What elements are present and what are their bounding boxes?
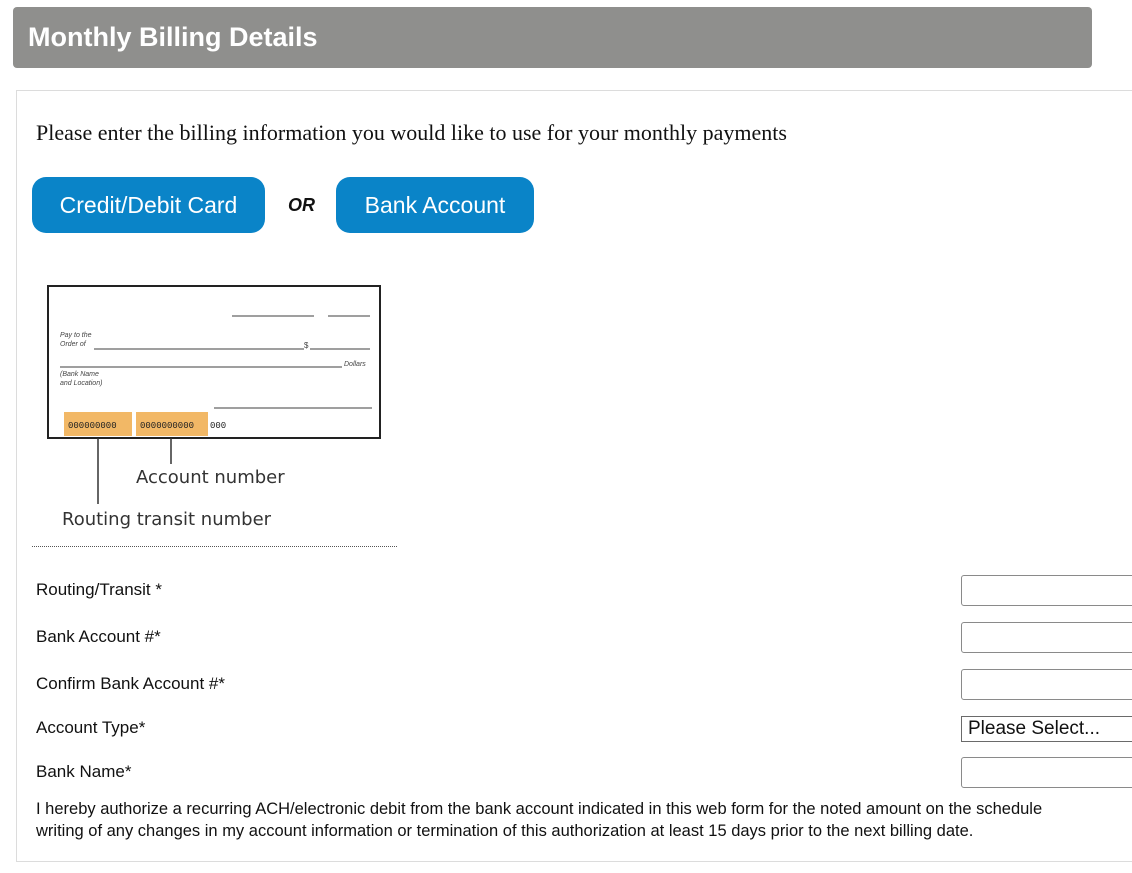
account-type-label: Account Type*: [36, 718, 146, 737]
or-separator: OR: [288, 195, 315, 215]
confirm-bank-account-input[interactable]: [961, 669, 1132, 700]
bank-account-button[interactable]: Bank Account: [336, 177, 534, 233]
pay-to-line2: Order of: [60, 341, 86, 348]
bank-account-label: Bank Account #*: [36, 627, 161, 646]
credit-debit-card-button[interactable]: Credit/Debit Card: [32, 177, 265, 233]
bank-name-line1: (Bank Name: [60, 371, 99, 378]
authorization-text: [36, 798, 1132, 842]
intro-text: Please enter the billing information you would like to use for your monthly payments: [36, 120, 787, 145]
account-type-select[interactable]: [961, 716, 1132, 742]
bank-name-input[interactable]: [961, 757, 1132, 788]
check-diagram: [32, 280, 397, 547]
authorization-line-2: writing of any changes in my account information or termination of this authorization at least 15 days prior to the next billing date.: [36, 822, 974, 840]
page-header: [13, 7, 1092, 68]
account-number-caption: Account number: [136, 467, 285, 488]
check-digits: 000: [210, 421, 227, 431]
page-title: Monthly Billing Details: [28, 22, 318, 52]
pay-to-line1: Pay to the: [60, 332, 92, 339]
bank-account-input[interactable]: [961, 622, 1132, 653]
routing-number-caption: Routing transit number: [62, 509, 272, 530]
routing-digits: 000000000: [68, 421, 117, 431]
bank-name-label: Bank Name*: [36, 762, 132, 781]
dollar-sign: $: [304, 341, 309, 350]
dollars-label: Dollars: [344, 361, 366, 368]
routing-input[interactable]: [961, 575, 1132, 606]
check-illustration: [32, 280, 397, 540]
confirm-bank-account-label: Confirm Bank Account #*: [36, 674, 225, 693]
bank-name-line2: and Location): [60, 380, 103, 387]
account-type-selected-value: Please Select...: [968, 718, 1101, 739]
routing-label: Routing/Transit *: [36, 580, 162, 599]
authorization-line-1: I hereby authorize a recurring ACH/electronic debit from the bank account indicated in this web form for the noted amount on the schedule: [36, 800, 1043, 818]
account-digits: 0000000000: [140, 421, 195, 431]
